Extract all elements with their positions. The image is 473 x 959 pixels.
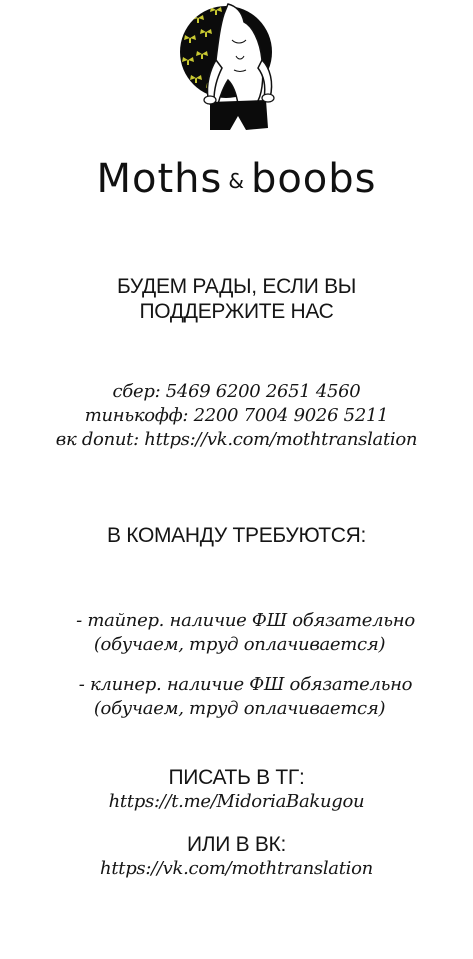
support-line-2: ПОДДЕРЖИТЕ НАС [139,300,334,323]
team-heading [0,523,473,548]
vacancy-note: (обучаем, труд оплачивается) [93,634,386,655]
support-line-1: БУДЕМ РАДЫ, ЕСЛИ ВЫ [116,275,357,298]
contact-vk-link[interactable]: https://vk.com/mothtranslation [100,858,373,879]
vacancy-note: (обучаем, труд оплачивается) [93,698,386,719]
payment-tinkoff: тинькофф: 2200 7004 9026 5211 [84,405,389,426]
brand-title [0,152,473,208]
brand-name-left: Moths [96,156,223,202]
contact-telegram [0,765,473,814]
vacancy-cleaner [0,673,473,721]
moth-illustration-icon [176,0,296,135]
payment-vk-donut: вк donut: https://vk.com/mothtranslation [55,429,418,450]
contact-vk-label: ИЛИ В ВК: [186,833,287,856]
support-request [0,274,473,324]
contact-tg-label: ПИСАТЬ В ТГ: [168,766,305,789]
payment-sber: сбер: 5469 6200 2651 4560 [112,381,361,402]
vacancy-typer [0,609,473,657]
contact-tg-link[interactable]: https://t.me/MidoriaBakugou [108,791,365,812]
payment-details [0,380,473,452]
vacancy-title: - тайпер. наличие ФШ обязательно [76,610,415,631]
contact-vk [0,832,473,881]
team-heading-text: В КОМАНДУ ТРЕБУЮТСЯ: [107,524,366,547]
vacancy-title: - клинер. наличие ФШ обязательно [78,674,413,695]
brand-ampersand: & [228,169,245,193]
brand-name-right: boobs [250,156,377,202]
